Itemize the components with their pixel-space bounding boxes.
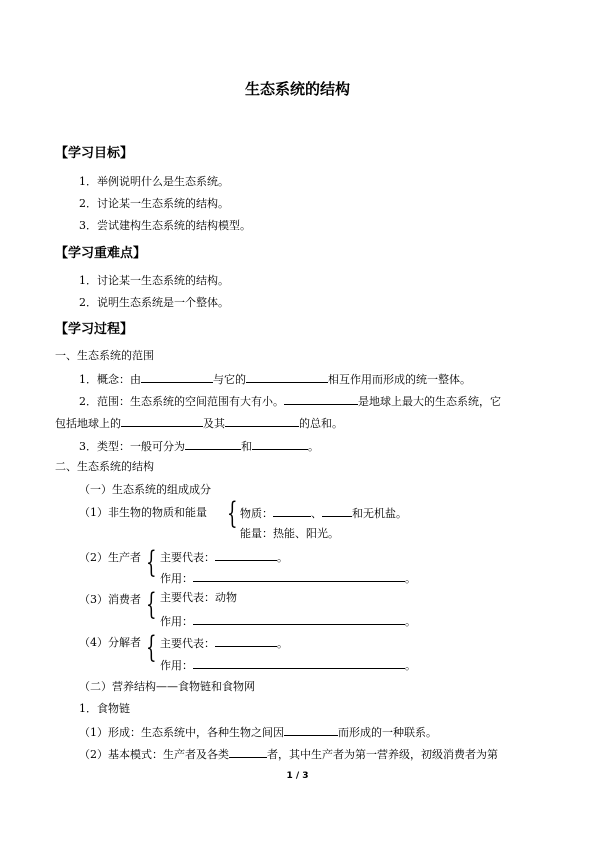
key-point-item: 2．说明生态系统是一个整体。 — [79, 296, 229, 309]
section-2-title: 二、生态系统的结构 — [55, 460, 154, 473]
brace-icon: { — [146, 630, 157, 665]
blank[interactable] — [121, 415, 203, 427]
blank[interactable] — [193, 570, 405, 582]
types-line: 3．类型：一般可分为 和 。 — [79, 440, 319, 453]
blank[interactable] — [141, 371, 213, 383]
blank[interactable] — [193, 657, 405, 669]
blank[interactable] — [193, 613, 405, 625]
blank[interactable] — [229, 746, 267, 758]
consumer-role: 作用： 。 — [160, 615, 416, 628]
range-line: 2．范围：生态系统的空间范围有大有小。 是地球上最大的生态系统，它 — [79, 395, 501, 408]
food-chain-title: 1．食物链 — [79, 702, 130, 715]
page-title: 生态系统的结构 — [244, 80, 350, 98]
pattern-line: （2）基本模式：生产者及各类 者，其中生产者为第一营养级，初级消费者为第 — [79, 748, 498, 761]
objective-item: 1．举例说明什么是生态系统。 — [79, 175, 229, 188]
range-line-2: 包括地球上的 及其 的总和。 — [55, 417, 343, 430]
consumer-rep: 主要代表：动物 — [160, 591, 237, 604]
nonliving-energy: 能量：热能、阳光。 — [240, 527, 339, 540]
brace-icon: { — [146, 587, 157, 622]
producer-role: 作用： 。 — [160, 572, 416, 585]
objective-item: 2．讨论某一生态系统的结构。 — [79, 197, 229, 210]
nonliving-matter: 物质： 、 和无机盐。 — [240, 507, 407, 520]
objectives-heading: 【学习目标】 — [55, 146, 134, 161]
brace-icon: { — [227, 496, 238, 531]
producer-rep: 主要代表： 。 — [160, 551, 288, 564]
blank[interactable] — [225, 415, 299, 427]
producer-label: （2）生产者 — [79, 551, 141, 564]
blank[interactable] — [215, 635, 277, 647]
decomposer-rep: 主要代表： 。 — [160, 637, 288, 650]
blank[interactable] — [246, 371, 328, 383]
key-point-item: 1．讨论某一生态系统的结构。 — [79, 274, 229, 287]
brace-icon: { — [146, 545, 157, 580]
decomposer-label: （4）分解者 — [79, 636, 141, 649]
decomposer-role: 作用： 。 — [160, 659, 416, 672]
blank[interactable] — [215, 549, 277, 561]
key-points-heading: 【学习重难点】 — [55, 246, 147, 261]
page-number: 1 / 3 — [286, 771, 309, 781]
blank[interactable] — [284, 724, 338, 736]
concept-line: 1．概念：由 与它的 相互作用而形成的统一整体。 — [79, 373, 471, 386]
nonliving-label: （1）非生物的物质和能量 — [79, 506, 207, 519]
section-1-title: 一、生态系统的范围 — [55, 349, 154, 362]
subsection-2-title: （二）营养结构——食物链和食物网 — [79, 680, 255, 693]
objective-item: 3．尝试建构生态系统的结构模型。 — [79, 219, 251, 232]
subsection-1-title: （一）生态系统的组成成分 — [79, 483, 211, 496]
blank[interactable] — [273, 505, 311, 517]
blank[interactable] — [284, 393, 358, 405]
blank[interactable] — [322, 505, 352, 517]
consumer-label: （3）消费者 — [79, 593, 141, 606]
formation-line: （1）形成：生态系统中，各种生物之间因 而形成的一种联系。 — [79, 726, 437, 739]
process-heading: 【学习过程】 — [55, 322, 134, 337]
blank[interactable] — [252, 438, 308, 450]
blank[interactable] — [185, 438, 241, 450]
